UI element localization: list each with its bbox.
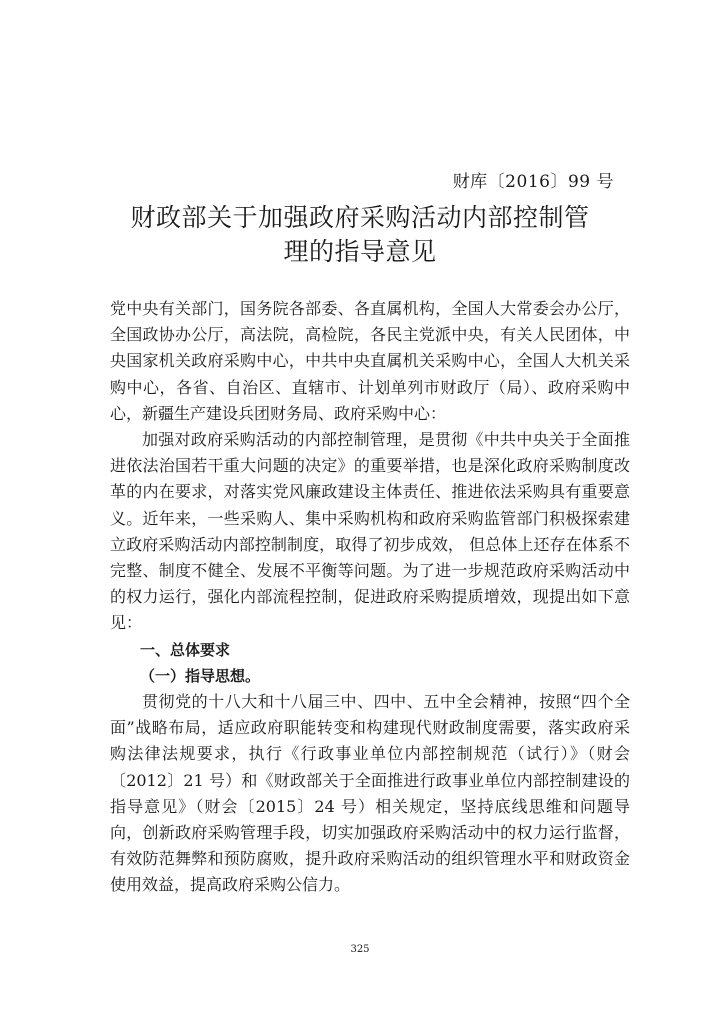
title-line-1: 财政部关于加强政府采购活动内部控制管 xyxy=(130,203,590,232)
title-line-2: 理的指导意见 xyxy=(283,237,437,266)
document-body xyxy=(110,296,630,899)
page-number: 325 xyxy=(350,944,370,955)
intro-paragraph: 加强对政府采购活动的内部控制管理，是贯彻《中共中央关于全面推进依法治国若干重大问题的决定》的重要举措，也是深化政府采购制度改革的内在要求，对落实党风廉政建设主体责任、推进依法采购具有重要意义。近年来，一些采购人、集中采购机构和政府采购监管部门积极探索建立政府采购活动内部控制制度，取得了初步成效， 但总体上还存在体系不完整、制度不健全、发展不平衡等问题。为了进一步规范政府采购活动中的权力运行，强化内部流程控制，促进政府采购提质增效，现提出如下意见： xyxy=(110,430,630,633)
section-heading: 一、总体要求 xyxy=(140,640,231,659)
guiding-paragraph: 贯彻党的十八大和十八届三中、四中、五中全会精神，按照“四个全面”战略布局，适应政府职能转变和构建现代财政制度需要，落实政府采购法律法规要求，执行《行政事业单位内部控制规范（试行）》（财会〔2012〕21 号）和《财政部关于全面推进行政事业单位内部控制建设的指导意见》（财会〔2015〕24 号）相关规定，坚持底线思维和问题导向，创新政府采购管理手段，切实加强政府采购活动中的权力运行监督，有效防范舞弊和预防腐败，提升政府采购活动的组织管理水平和财政资金使用效益，提高政府采购公信力。 xyxy=(110,692,630,895)
document-title xyxy=(100,201,620,269)
document-number: 财库〔2016〕99 号 xyxy=(452,172,614,192)
recipients-paragraph: 党中央有关部门，国务院各部委、各直属机构，全国人大常委会办公厅，全国政协办公厅，高法院，高检院，各民主党派中央，有关人民团体，中央国家机关政府采购中心，中共中央直属机关采购中心，全国人大机关采购中心，各省、自治区、直辖市、计划单列市财政厅（局）、政府采购中心，新疆生产建设兵团财务局、政府采购中心： xyxy=(110,299,630,423)
subsection-heading: （一）指导思想。 xyxy=(140,666,261,685)
